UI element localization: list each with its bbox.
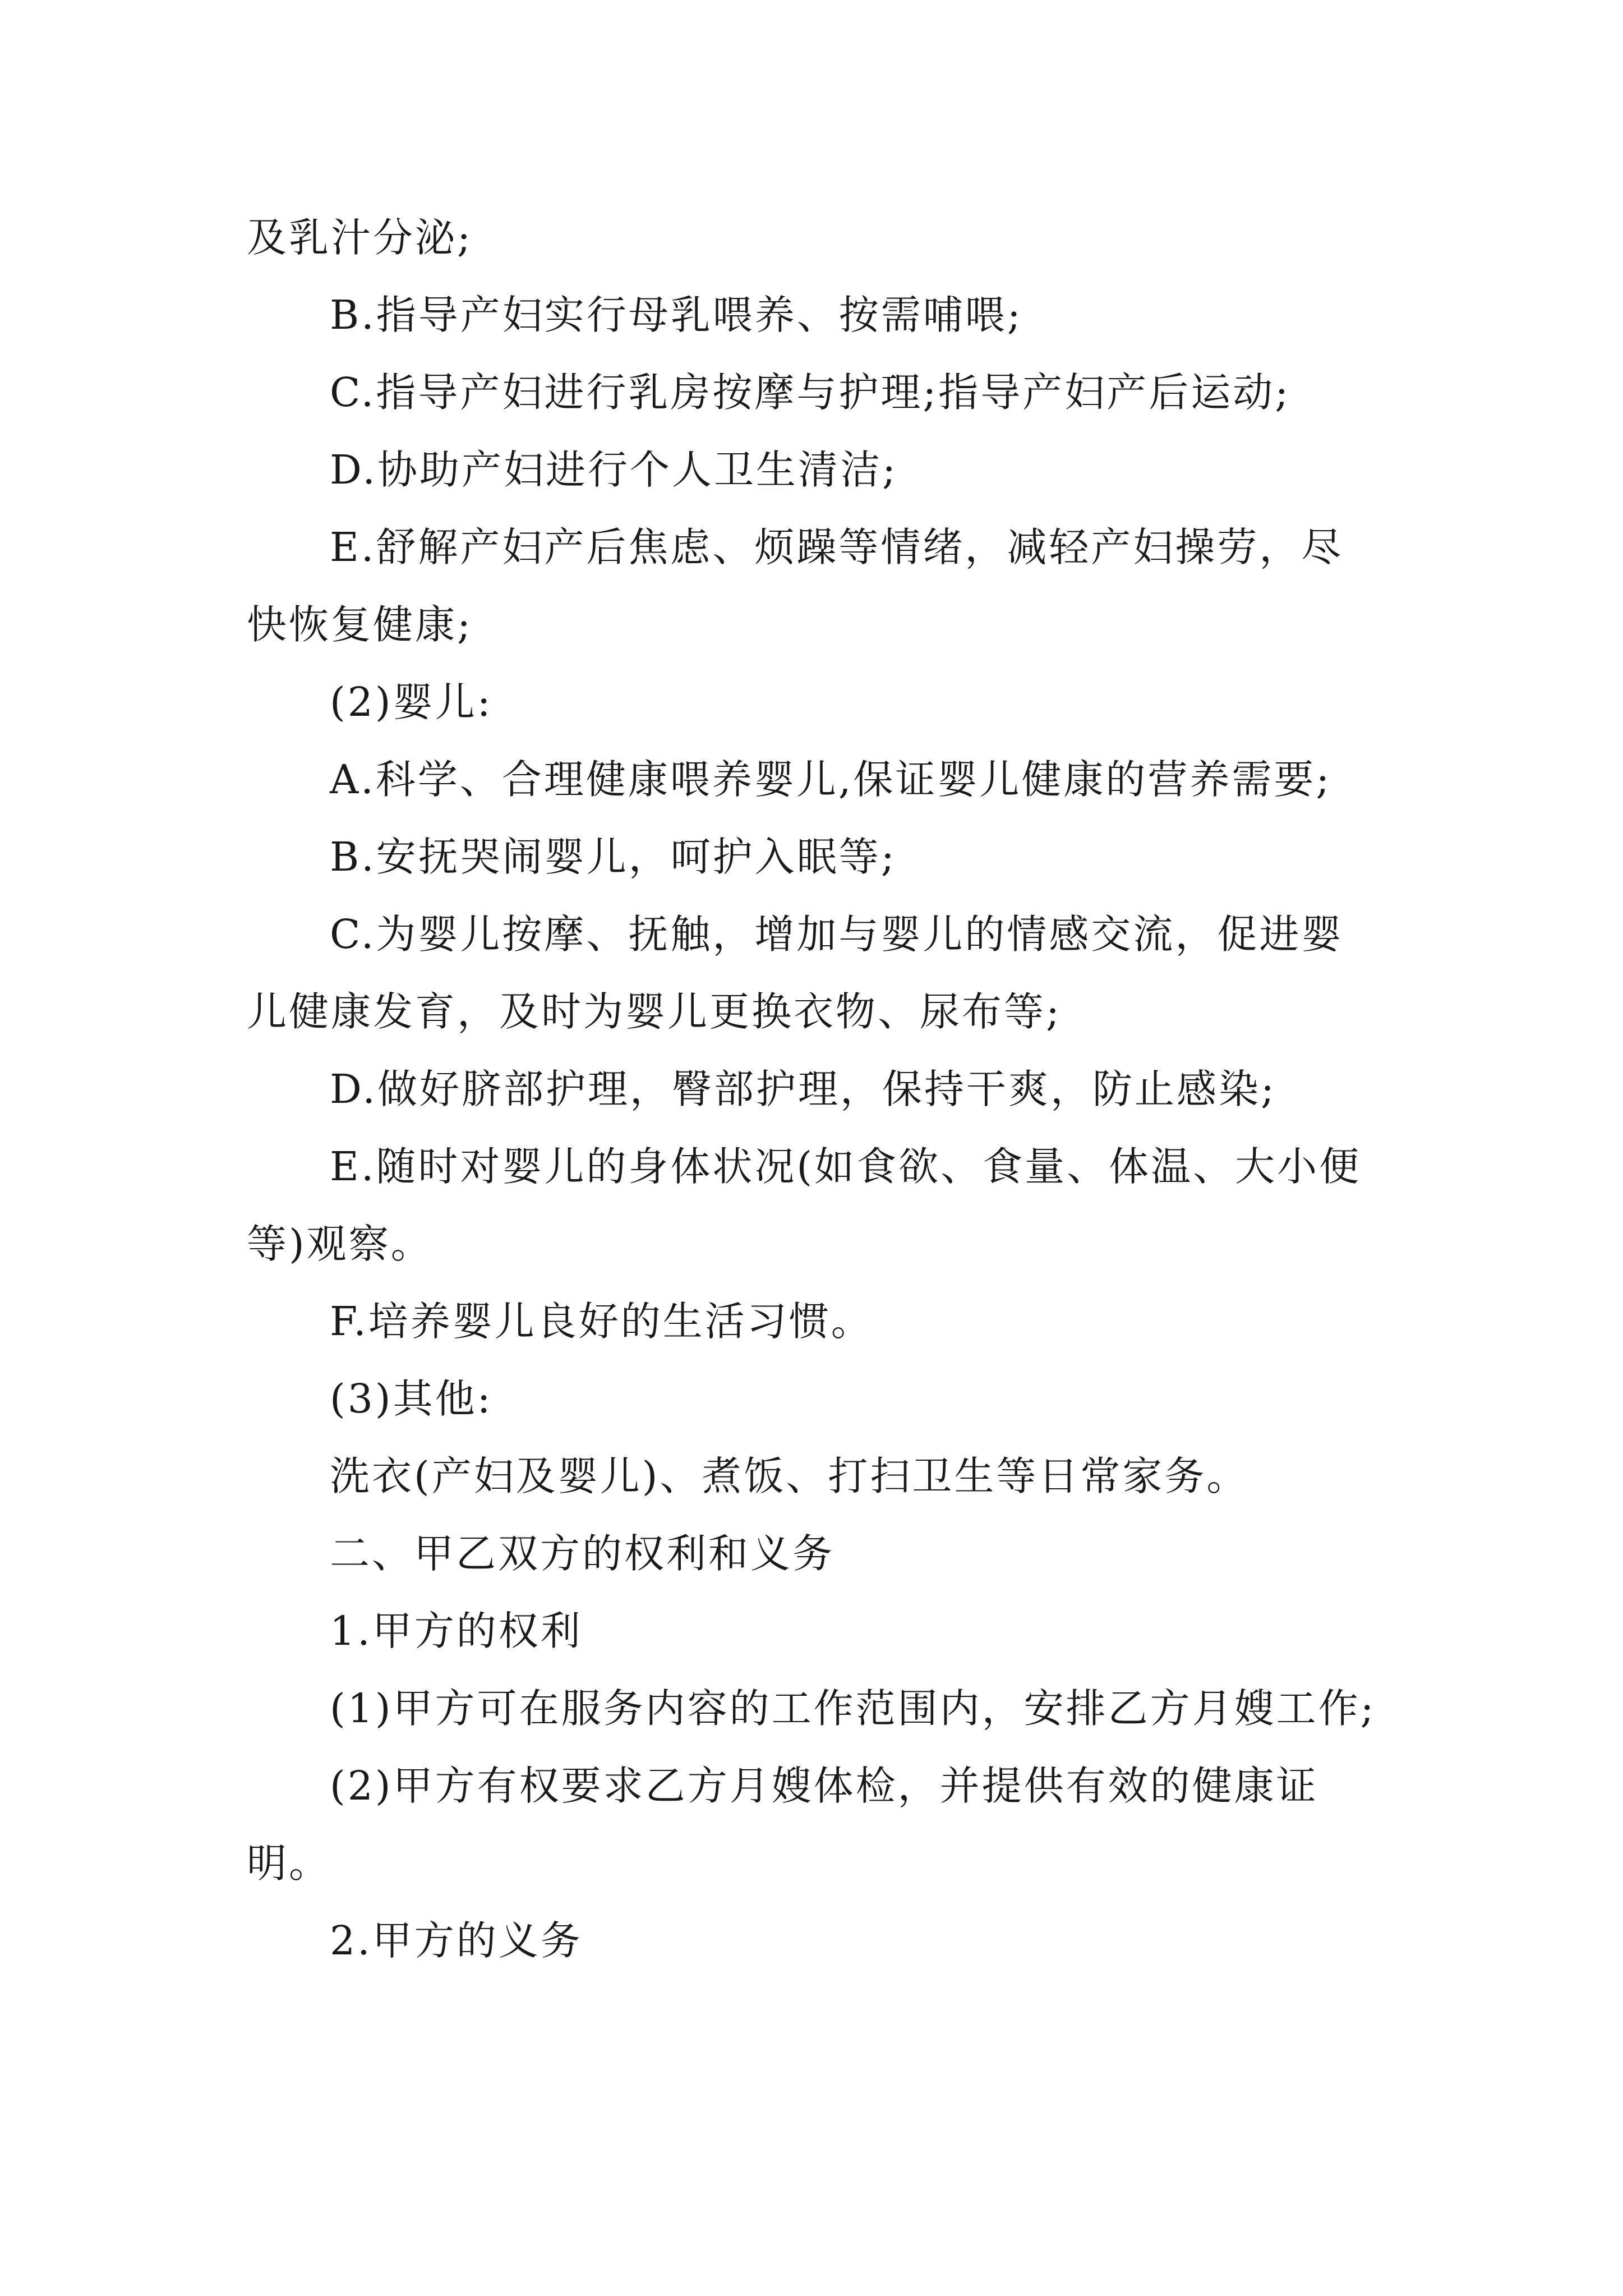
- paragraph-emotional-relief: E.舒解产妇产后焦虑、烦躁等情绪，减轻产妇操劳，尽快恢复健康;: [247, 524, 1344, 648]
- heading-infant: (2)婴儿:: [330, 679, 493, 725]
- subheading-party-a-rights: 1.甲方的权利: [330, 1608, 583, 1654]
- paragraph-umbilical-care: D.做好脐部护理，臀部护理，保持干爽，防止感染;: [330, 1066, 1276, 1112]
- document-body: [247, 199, 1380, 1980]
- paragraph-infant-habits: F.培养婴儿良好的生活习惯。: [330, 1298, 873, 1345]
- paragraph-infant-feeding: A.科学、合理健康喂养婴儿,保证婴儿健康的营养需要;: [330, 756, 1332, 803]
- paragraph-infant-massage: C.为婴儿按摩、抚触，增加与婴儿的情感交流，促进婴儿健康发育，及时为婴儿更换衣物、尿布等;: [247, 911, 1344, 1035]
- paragraph-breast-massage: C.指导产妇进行乳房按摩与护理;指导产妇产后运动;: [330, 369, 1291, 416]
- paragraph-lactation: 及乳汁分泌;: [247, 214, 473, 261]
- section-heading-rights-obligations: 二、甲乙双方的权利和义务: [330, 1530, 835, 1577]
- paragraph-infant-observation: E.随时对婴儿的身体状况(如食欲、食量、体温、大小便等)观察。: [247, 1143, 1362, 1267]
- heading-other: (3)其他:: [330, 1375, 493, 1422]
- subheading-party-a-obligations: 2.甲方的义务: [330, 1917, 583, 1964]
- paragraph-infant-soothing: B.安抚哭闹婴儿，呵护入眠等;: [330, 834, 897, 880]
- paragraph-housework: 洗衣(产妇及婴儿)、煮饭、打扫卫生等日常家务。: [330, 1453, 1249, 1499]
- paragraph-party-a-right-2: (2)甲方有权要求乙方月嫂体检，并提供有效的健康证明。: [247, 1763, 1318, 1887]
- paragraph-party-a-right-1: (1)甲方可在服务内容的工作范围内，安排乙方月嫂工作;: [330, 1685, 1376, 1732]
- paragraph-personal-hygiene: D.协助产妇进行个人卫生清洁;: [330, 447, 898, 493]
- paragraph-breastfeeding-guidance: B.指导产妇实行母乳喂养、按需哺喂;: [330, 292, 1023, 338]
